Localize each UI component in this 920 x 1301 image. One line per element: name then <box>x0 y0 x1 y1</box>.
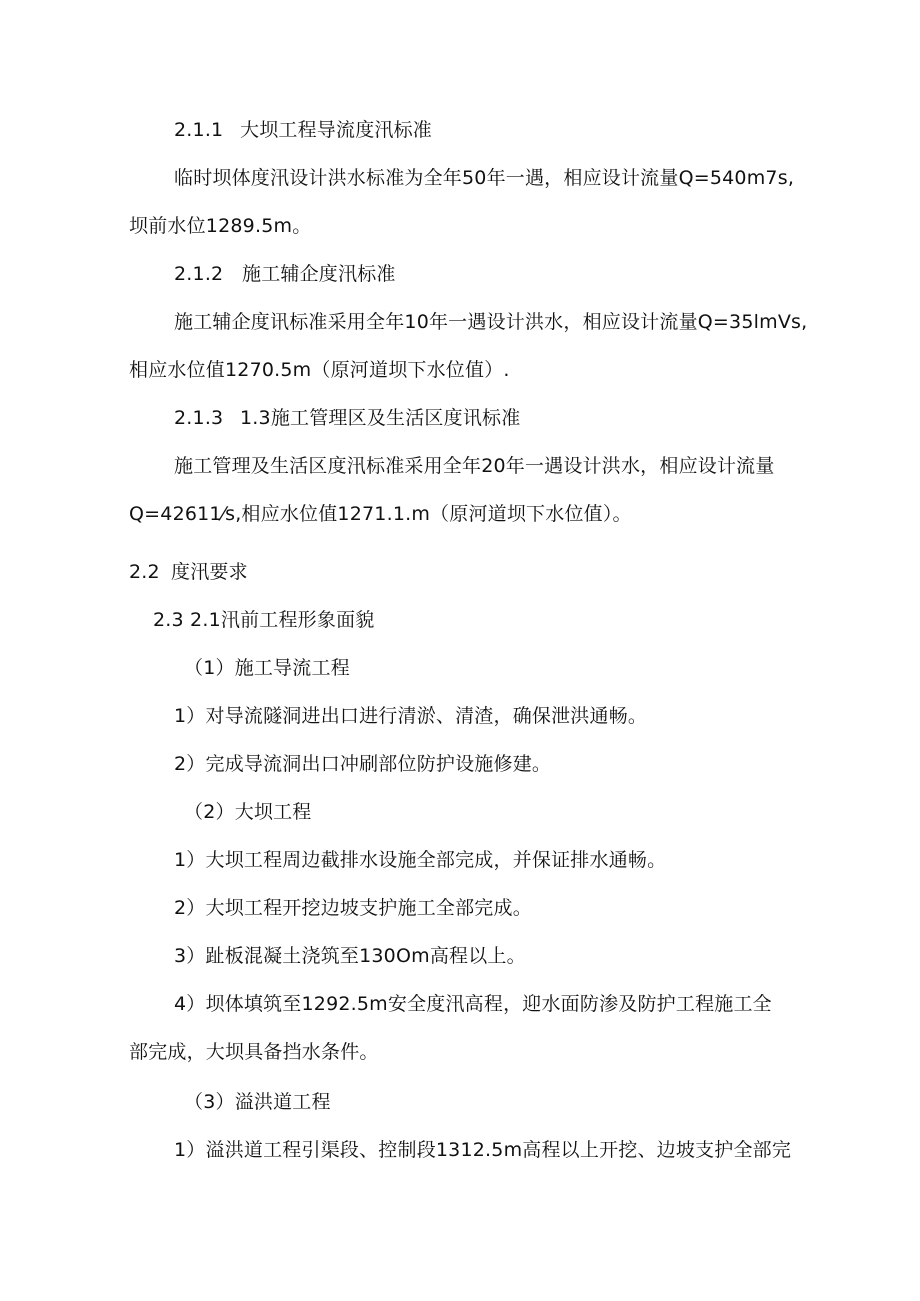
list-item <box>174 1138 791 1162</box>
heading-text: 1.3施工管理区及生活区度讯标准 <box>240 407 521 429</box>
line-text: 施工管理及生活区度汛标准采用全年20年一遇设计洪水，相应设计流量 <box>174 455 775 477</box>
line-text: 2）完成导流洞出口冲刷部位防护设施修建。 <box>174 753 552 775</box>
list-item <box>174 704 647 728</box>
line-text: Q=42611⁄s,相应水位值1271.1.m（原河道坝下水位值）。 <box>129 503 632 525</box>
section-number: 2.1.3 <box>174 407 224 429</box>
line-text: （1）施工导流工程 <box>184 657 350 679</box>
line-text: （3）溢洪道工程 <box>184 1091 331 1113</box>
line-text: 1）溢洪道工程引渠段、控制段1312.5m高程以上开挖、边坡支护全部完 <box>174 1139 792 1161</box>
paragraph-line <box>129 502 632 526</box>
subheading <box>184 656 350 680</box>
heading-2-2 <box>129 560 248 584</box>
section-number: 2.1.2 <box>174 263 224 285</box>
heading-2-1-2 <box>174 262 396 286</box>
heading-2-1-1 <box>174 118 432 142</box>
subheading <box>184 800 312 824</box>
section-number: 2.2 <box>129 561 160 583</box>
section-number: 2.1.1 <box>174 119 224 141</box>
line-text: 2）大坝工程开挖边坡支护施工全部完成。 <box>174 897 532 919</box>
list-item <box>174 944 526 968</box>
list-item <box>174 848 666 872</box>
list-item <box>174 896 532 920</box>
heading-text: 2.3 2.1汛前工程形象面貌 <box>153 609 375 631</box>
paragraph-line <box>129 358 510 382</box>
heading-text: 大坝工程导流度汛标准 <box>240 119 433 141</box>
subheading <box>184 1090 331 1114</box>
heading-text: 度汛要求 <box>171 561 248 583</box>
line-text: 相应水位值1270.5m（原河道坝下水位值）. <box>129 359 510 381</box>
line-text: 部完成，大坝具备挡水条件。 <box>129 1041 379 1063</box>
heading-2-1-3 <box>174 406 520 430</box>
line-text: 临时坝体度汛设计洪水标准为全年50年一遇，相应设计流量Q=540m7s, <box>174 167 795 189</box>
line-text: 施工辅企度讯标准采用全年10年一遇设计洪水，相应设计流量Q=35lmVs, <box>174 311 808 333</box>
heading-2-3 <box>153 608 374 632</box>
line-text: 坝前水位1289.5m。 <box>129 215 312 237</box>
paragraph-line <box>174 310 807 334</box>
paragraph-line <box>174 454 775 478</box>
heading-text: 施工辅企度汛标准 <box>242 263 396 285</box>
paragraph-line <box>174 166 794 190</box>
line-text: 4）坝体填筑至1292.5m安全度汛高程，迎水面防渗及防护工程施工全 <box>174 993 772 1015</box>
paragraph-line <box>129 214 311 238</box>
list-item <box>174 752 551 776</box>
list-item <box>174 992 772 1016</box>
line-text: 1）对导流隧洞进出口进行清淤、清渣，确保泄洪通畅。 <box>174 705 648 727</box>
paragraph-line <box>129 1040 379 1064</box>
line-text: 3）趾板混凝土浇筑至130Om高程以上。 <box>174 945 526 967</box>
line-text: （2）大坝工程 <box>184 801 312 823</box>
line-text: 1）大坝工程周边截排水设施全部完成，并保证排水通畅。 <box>174 849 667 871</box>
